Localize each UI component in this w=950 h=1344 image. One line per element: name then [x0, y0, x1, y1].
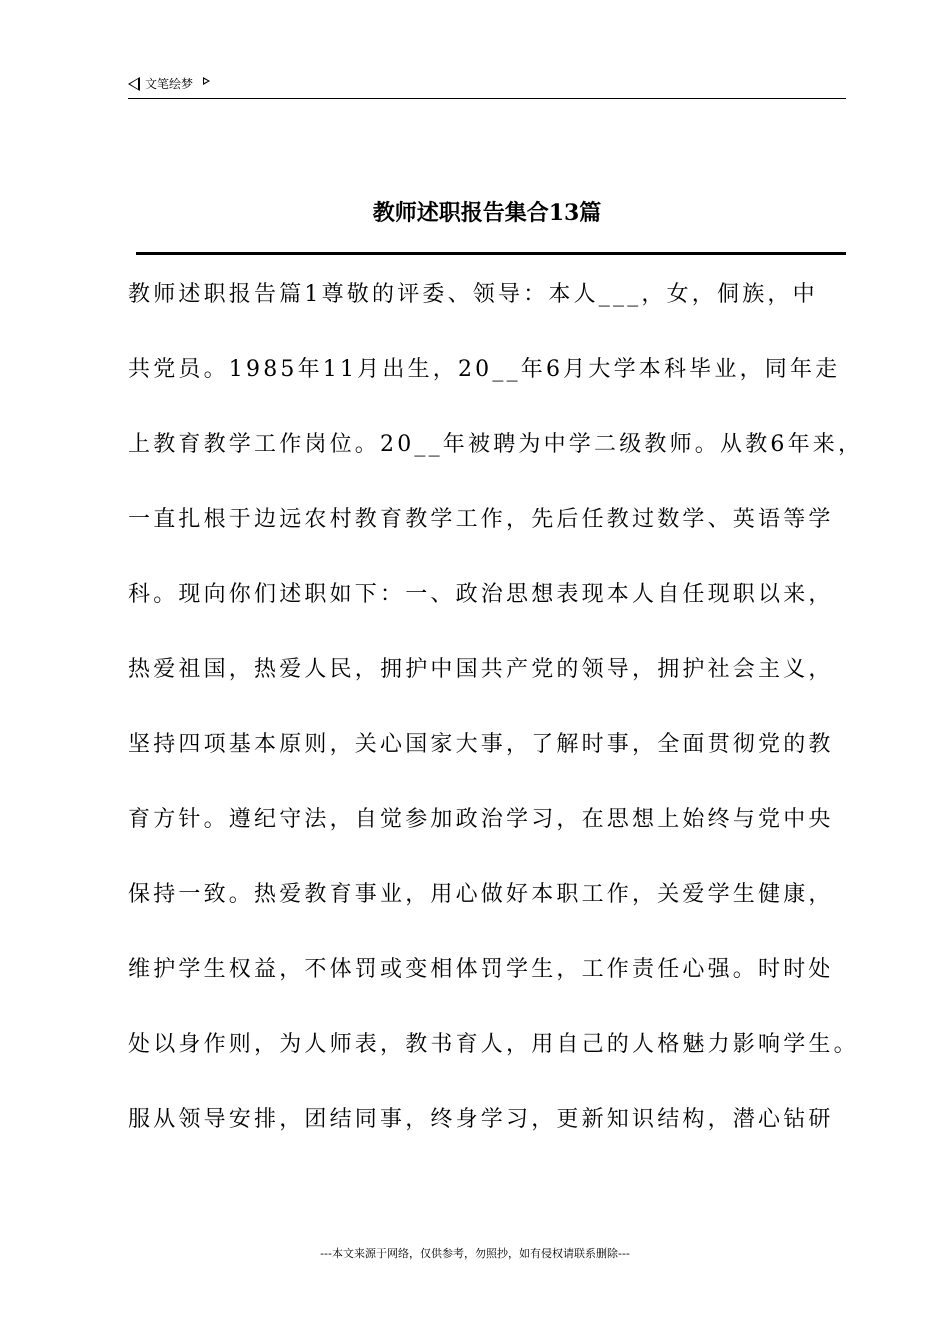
page-header: [128, 74, 846, 99]
body-line: 坚持四项基本原则，关心国家大事，了解时事，全面贯彻党的教: [128, 732, 834, 757]
body-line: 处以身作则，为人师表，教书育人，用自己的人格魅力影响学生。: [128, 1032, 859, 1057]
body-line: 热爱祖国，热爱人民，拥护中国共产党的领导，拥护社会主义，: [128, 657, 834, 682]
body-line: 维护学生权益，不体罚或变相体罚学生，工作责任心强。时时处: [128, 957, 834, 982]
body-line: 一直扎根于边远农村教育教学工作，先后任教过数学、英语等学: [128, 507, 834, 532]
header-brand: [128, 76, 210, 92]
title-divider: [136, 252, 846, 255]
body-line: 科。现向你们述职如下：一、政治思想表现本人自任现职以来，: [128, 582, 834, 607]
left-triangle-icon: [128, 77, 140, 91]
body-line: 保持一致。热爱教育事业，用心做好本职工作，关爱学生健康，: [128, 882, 834, 907]
document-title: 教师述职报告集合13篇: [372, 200, 602, 226]
document-body: [128, 275, 868, 1175]
right-triangle-icon: [203, 77, 210, 85]
body-line: 教师述职报告篇1尊敬的评委、领导：本人___，女，侗族，中: [128, 282, 818, 307]
footer-disclaimer: ---本文来源于网络，仅供参考，勿照抄，如有侵权请联系删除---: [320, 1247, 630, 1260]
body-line: 上教育教学工作岗位。20__年被聘为中学二级教师。从教6年来，: [128, 432, 864, 457]
body-line: 服从领导安排，团结同事，终身学习，更新知识结构，潜心钻研: [128, 1107, 834, 1132]
body-line: 共党员。1985年11月出生，20__年6月大学本科毕业，同年走: [128, 357, 841, 382]
body-line: 育方针。遵纪守法，自觉参加政治学习，在思想上始终与党中央: [128, 807, 834, 832]
header-brand-text: 文笔绘梦: [145, 77, 194, 91]
